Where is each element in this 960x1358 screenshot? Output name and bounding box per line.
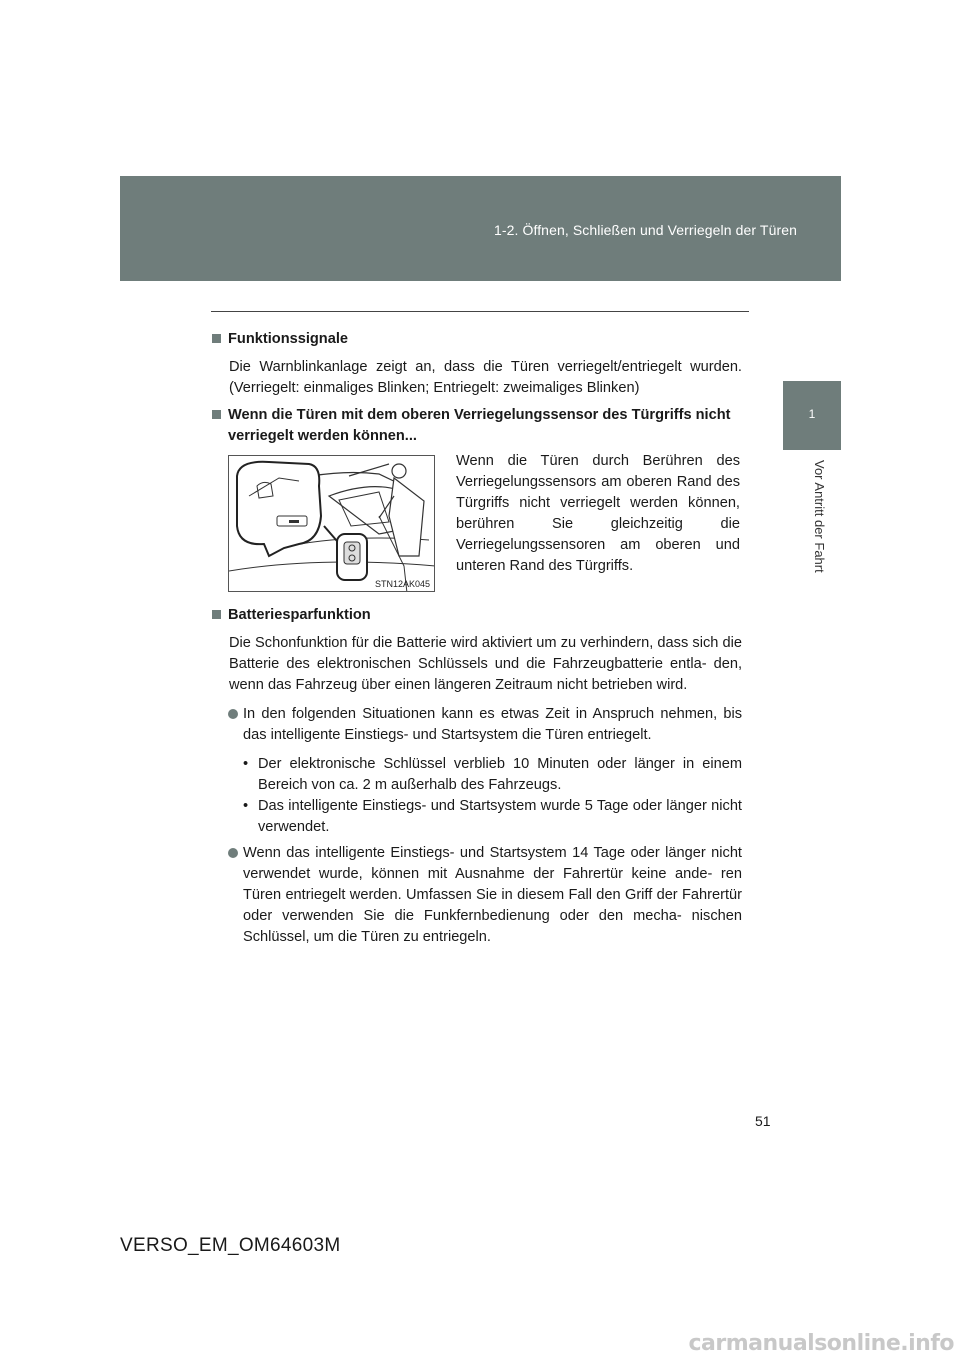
funktionssignale-text: Die Warnblinkanlage zeigt an, dass die Türen verriegelt/entriegelt wurden. (Verriegelt: einmaliges Blinken; Entriegelt: zweimaliges Blinken) (229, 359, 742, 396)
batterie-text: Die Schonfunktion für die Batterie wird aktiviert um zu verhindern, dass sich die Batterie des elektronischen Schlüssels und die Fahrzeugbatterie entla- den, wenn das Fahrzeug über einen längeren Zeitraum nicht betrieben wird. (229, 635, 742, 693)
page-content (212, 329, 742, 447)
chapter-side-label: Vor Antritt der Fahrt (812, 460, 827, 573)
watermark: carmanualsonline.info (688, 1331, 954, 1356)
batterie-sub-2: • Das intelligente Einstiegs- und Startsystem wurde 5 Tage oder länger nicht verwendet. (243, 798, 742, 835)
batterie-sub-1: • Der elektronische Schlüssel verblieb 10 Minuten oder länger in einem Bereich von ca. 2 m außerhalb des Fahrzeugs. (243, 756, 742, 793)
chapter-number: 1 (808, 407, 816, 421)
figure-code: STN12AK045 (374, 579, 430, 589)
chapter-title: 1-2. Öffnen, Schließen und Verriegeln der Türen (493, 222, 797, 238)
door-handle-illustration (228, 455, 435, 592)
square-bullet-icon (212, 610, 221, 619)
document-code: VERSO_EM_OM64603M (120, 1235, 341, 1256)
circle-bullet-icon (228, 709, 238, 719)
chapter-tab (783, 381, 841, 450)
top-rule (211, 311, 749, 312)
section-title-batterie: Batteriesparfunktion (212, 605, 742, 626)
section-title-sensor: Wenn die Türen mit dem oberen Verriegelungssensor des Türgriffs nicht verriegelt werden können... (212, 405, 742, 447)
batterie-bullet-1: In den folgenden Situationen kann es etwas Zeit in Anspruch nehmen, bis das intelligente Einstiegs- und Startsystem die Türen entriegelt. (212, 704, 742, 746)
batterie-bullet-2: Wenn das intelligente Einstiegs- und Startsystem 14 Tage oder länger nicht verwendet wurde, können mit Ausnahme der Fahrertür keine ande- ren Türen entriegelt werden. Umfassen Sie in diesem Fall den Griff der Fahrertür oder verwenden Sie die Funkfernbedienung oder den mecha- nischen Schlüssel, um die Türen zu entriegeln. (212, 843, 742, 948)
square-bullet-icon (212, 410, 221, 419)
header-band (120, 176, 841, 281)
door-handle-drawing (229, 456, 435, 592)
page-number: 51 (755, 1113, 771, 1129)
section-title-funktionssignale: Funktionssignale (212, 329, 742, 350)
square-bullet-icon (212, 334, 221, 343)
chapter-side-label-container (813, 460, 833, 610)
battery-section (212, 605, 742, 948)
circle-bullet-icon (228, 848, 238, 858)
sensor-text: Wenn die Türen durch Berühren des Verriegelungssensors am oberen Rand des Türgriffs nicht verriegelt werden können, berühren Sie gleichzeitig die Verriegelungssensoren am oberen und unteren Rand des Türgriffs. (456, 453, 740, 574)
